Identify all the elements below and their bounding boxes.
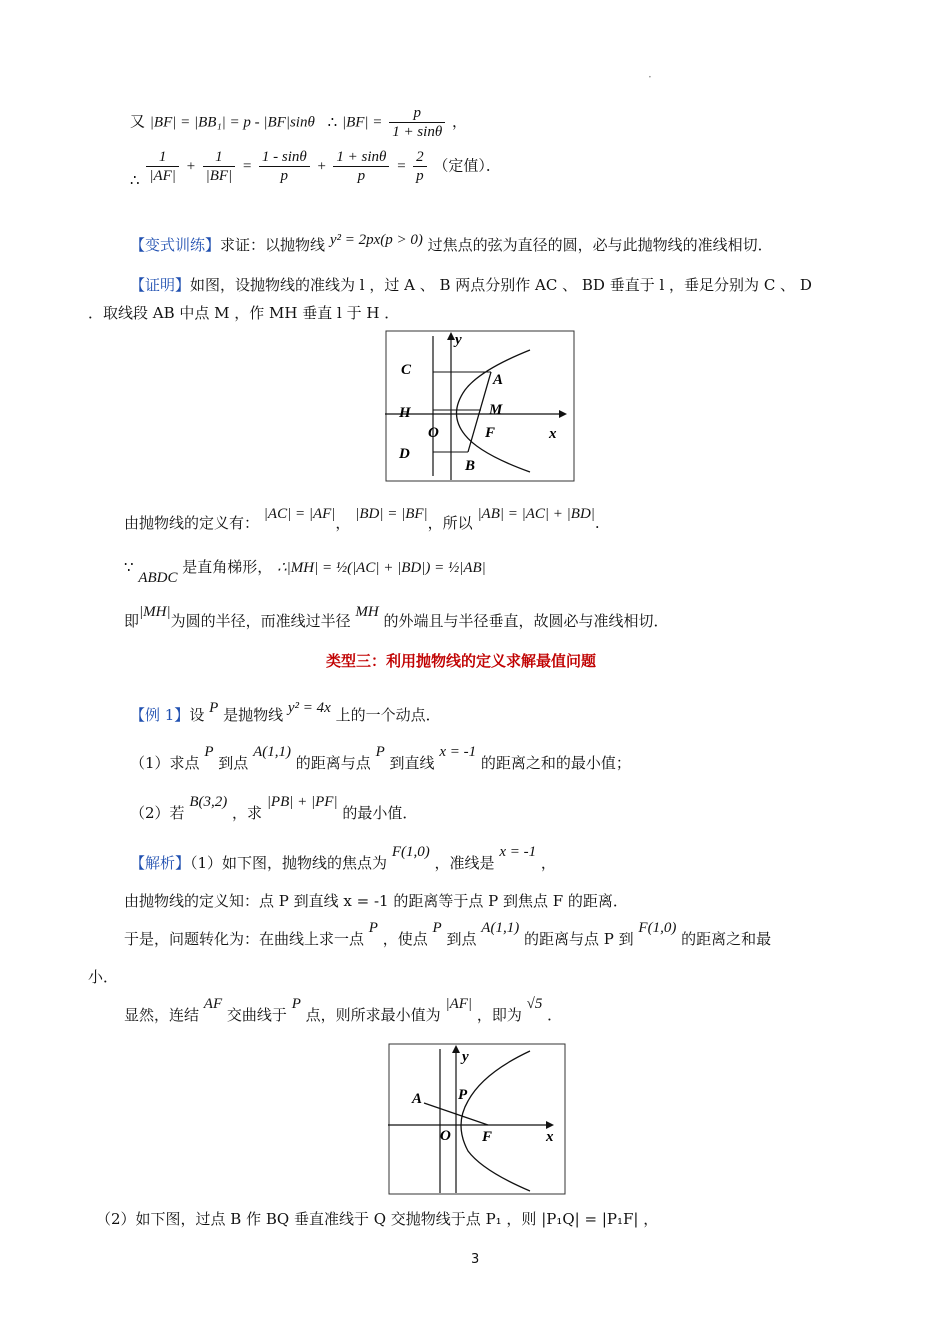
sol3-text-2: ，使点 bbox=[382, 930, 428, 948]
label-b: B bbox=[465, 458, 476, 474]
label-o-2: O bbox=[440, 1128, 451, 1144]
derivation-line-1 bbox=[130, 104, 467, 141]
solution-directrix: x = -1 bbox=[499, 844, 537, 860]
proof-line-1 bbox=[130, 274, 812, 295]
sol4-end: ． bbox=[547, 1006, 563, 1024]
q1-text-1: （1）求点 bbox=[130, 754, 200, 772]
solution-line-3 bbox=[124, 916, 772, 948]
variant-training bbox=[130, 234, 773, 255]
parabola-curve-2 bbox=[461, 1051, 530, 1191]
definition-line bbox=[124, 502, 600, 532]
conclusion-text-3: 的外端且与半径垂直，故圆必与准线相切． bbox=[383, 612, 669, 630]
page-number: 3 bbox=[471, 1252, 480, 1267]
focus-f: F(1,0) bbox=[391, 844, 430, 860]
directrix-equation: x = -1 bbox=[439, 744, 477, 760]
sol3-p: P bbox=[368, 920, 378, 936]
label-c: C bbox=[401, 362, 412, 378]
derivation-line-2 bbox=[130, 148, 501, 189]
segment-af: AF bbox=[203, 996, 223, 1012]
sol3-a: A(1,1) bbox=[481, 920, 520, 936]
question-1 bbox=[130, 740, 631, 772]
x-axis-arrow-icon bbox=[559, 410, 567, 418]
def-text: 由抛物线的定义有： bbox=[124, 514, 260, 532]
proof-text-1: 如图，设抛物线的准线为 l ，过 A 、 B 两点分别作 AC 、 BD 垂直于 l ，垂足分别为 C 、 D bbox=[190, 276, 812, 294]
figure-frame bbox=[386, 331, 574, 481]
sol3-text-1: 于是，问题转化为：在曲线上求一点 bbox=[124, 930, 365, 948]
trapezoid-line bbox=[124, 556, 486, 586]
label-x: x bbox=[549, 426, 557, 442]
q2-text-1: （2）若 bbox=[130, 804, 185, 822]
solution-line-5: （2）如下图，过点 B 作 BQ 垂直准线于 Q 交抛物线于点 P₁ ，则 |P₁Q| = |P₁F| ， bbox=[96, 1210, 659, 1228]
because-symbol: ∵ bbox=[124, 558, 134, 576]
solution-line-1 bbox=[130, 840, 556, 872]
label-y: y bbox=[455, 332, 462, 348]
label-x-2: x bbox=[546, 1129, 554, 1145]
solution-end: ， bbox=[540, 854, 556, 872]
proof-tag: 【证明】 bbox=[130, 276, 191, 294]
label-m: M bbox=[489, 402, 503, 418]
conclusion-text-1: 即 bbox=[124, 612, 140, 630]
def-sep: ， bbox=[335, 514, 351, 532]
constant-note: （定值）． bbox=[433, 156, 501, 175]
midline-equation: ∴|MH| = ½(|AC| + |BD|) = ½|AB| bbox=[277, 560, 486, 576]
q2-text-3: 的最小值． bbox=[342, 804, 418, 822]
plus-2: + bbox=[316, 158, 327, 175]
label-d: D bbox=[399, 446, 410, 462]
x-axis-2-arrow-icon bbox=[546, 1121, 554, 1129]
therefore-symbol: ∴ bbox=[130, 170, 140, 189]
label-a: A bbox=[493, 372, 504, 388]
sol4-p: P bbox=[291, 996, 301, 1012]
fraction-p-over-1-sin: $\frac{p}{1 + \sin\theta}$ bbox=[389, 104, 445, 141]
label-f-2: F bbox=[482, 1129, 493, 1145]
top-mark: · bbox=[648, 70, 652, 84]
point-p: P bbox=[209, 700, 219, 716]
def-text-2: ，所以 bbox=[427, 514, 473, 532]
prefix: 又 bbox=[130, 112, 146, 131]
lhs-bf: |BF| = bbox=[341, 114, 383, 131]
example-text-2: 是抛物线 bbox=[223, 706, 284, 724]
variant-equation: y² = 2px(p > 0) bbox=[329, 232, 423, 248]
eq-bd-bf: |BD| = |BF| bbox=[355, 506, 428, 522]
label-a-2: A bbox=[412, 1091, 423, 1107]
example-text-1: 设 bbox=[189, 706, 205, 724]
point-b: B(3,2) bbox=[189, 794, 228, 810]
sol3-text-3: 到点 bbox=[446, 930, 477, 948]
solution-line-2: 由抛物线的定义知：点 P 到直线 x = -1 的距离等于点 P 到焦点 F 的距离． bbox=[124, 892, 628, 910]
variant-text-1: 求证：以抛物线 bbox=[220, 236, 326, 254]
solution-tag: 【解析】 bbox=[130, 854, 191, 872]
variant-tag: 【变式训练】 bbox=[130, 236, 221, 254]
y-axis-arrow-icon bbox=[447, 332, 455, 340]
af-abs: |AF| bbox=[445, 996, 473, 1012]
fraction-2-p: $\frac{2}{p}$ bbox=[413, 148, 427, 185]
y-axis-2-arrow-icon bbox=[452, 1045, 460, 1053]
label-p: P bbox=[458, 1087, 468, 1103]
conclusion-text-2: 为圆的半径，而准线过半径 bbox=[170, 612, 351, 630]
label-o: O bbox=[428, 425, 439, 441]
label-y-2: y bbox=[462, 1049, 469, 1065]
equation-bf: |BF| = |BB₁| = p - |BF|sinθ bbox=[149, 114, 315, 131]
example-tag: 【例 1】 bbox=[130, 706, 190, 724]
sol3-f: F(1,0) bbox=[638, 920, 677, 936]
mh-segment: MH bbox=[355, 604, 379, 620]
figure2-frame bbox=[389, 1044, 565, 1194]
sol4-text-2: 交曲线于 bbox=[226, 1006, 287, 1024]
figure-parabola-min bbox=[388, 1043, 566, 1195]
label-f: F bbox=[485, 425, 496, 441]
q1-text-4: 到直线 bbox=[389, 754, 435, 772]
conclusion-line bbox=[124, 600, 669, 630]
variant-text-2: 过焦点的弦为直径的圆，必与此抛物线的准线相切． bbox=[427, 236, 773, 254]
sol4-text-3: 点，则所求最小值为 bbox=[305, 1006, 441, 1024]
therefore-symbol: ∴ bbox=[327, 112, 338, 131]
fraction-1-plus-sin: $\frac{1 + \sin\theta}{p}$ bbox=[333, 148, 389, 185]
solution-line-4 bbox=[124, 992, 563, 1024]
equals-2: = bbox=[396, 158, 407, 175]
fraction-1-bf: $\frac{1}{|BF|}$ bbox=[203, 148, 236, 185]
figure-parabola-chord bbox=[385, 330, 575, 482]
fraction-1-af: $\frac{1}{|AF|}$ bbox=[146, 148, 179, 185]
solution-text-1: （1）如下图，抛物线的焦点为 bbox=[190, 854, 388, 872]
sol4-text-1: 显然，连结 bbox=[124, 1006, 200, 1024]
equals: = bbox=[241, 158, 253, 175]
sol4-text-4: ，即为 bbox=[476, 1006, 522, 1024]
q2-text-2: ，求 bbox=[232, 804, 263, 822]
mh-abs: |MH| bbox=[139, 604, 171, 620]
section-heading: 类型三：利用抛物线的定义求解最值问题 bbox=[326, 652, 597, 670]
sqrt-5: √5 bbox=[526, 996, 543, 1012]
sol3-text-4: 的距离与点 P 到 bbox=[523, 930, 634, 948]
solution-text-2: ，准线是 bbox=[434, 854, 495, 872]
question-2 bbox=[130, 790, 418, 822]
solution-line-3b: 小． bbox=[88, 968, 119, 986]
eq-ac-af: |AC| = |AF| bbox=[263, 506, 336, 522]
def-end: . bbox=[594, 514, 600, 532]
q1-point-p-2: P bbox=[375, 744, 385, 760]
sol3-p-2: P bbox=[432, 920, 442, 936]
q1-text-5: 的距离之和的最小值； bbox=[480, 754, 631, 772]
parabola-equation: y² = 4x bbox=[287, 700, 331, 716]
example-1 bbox=[130, 696, 441, 724]
plus: + bbox=[185, 158, 196, 175]
example-text-3: 上的一个动点． bbox=[335, 706, 441, 724]
q1-text-2: 到点 bbox=[218, 754, 249, 772]
proof-line-2: ．取线段 AB 中点 M ，作 MH 垂直 l 于 H ． bbox=[88, 304, 400, 322]
point-a: A(1,1) bbox=[253, 744, 291, 760]
sol3-text-5: 的距离之和最 bbox=[681, 930, 772, 948]
sum-expression: |PB| + |PF| bbox=[266, 794, 338, 810]
q1-point-p: P bbox=[204, 744, 214, 760]
q1-text-3: 的距离与点 bbox=[295, 754, 371, 772]
trapezoid-text: 是直角梯形， bbox=[182, 558, 273, 576]
comma: ， bbox=[451, 112, 467, 131]
label-h: H bbox=[399, 405, 411, 421]
eq-ab-sum: |AB| = |AC| + |BD| bbox=[477, 506, 595, 522]
fraction-1-minus-sin: $\frac{1 - \sin\theta}{p}$ bbox=[259, 148, 310, 185]
trapezoid-name: ABDC bbox=[138, 570, 178, 586]
